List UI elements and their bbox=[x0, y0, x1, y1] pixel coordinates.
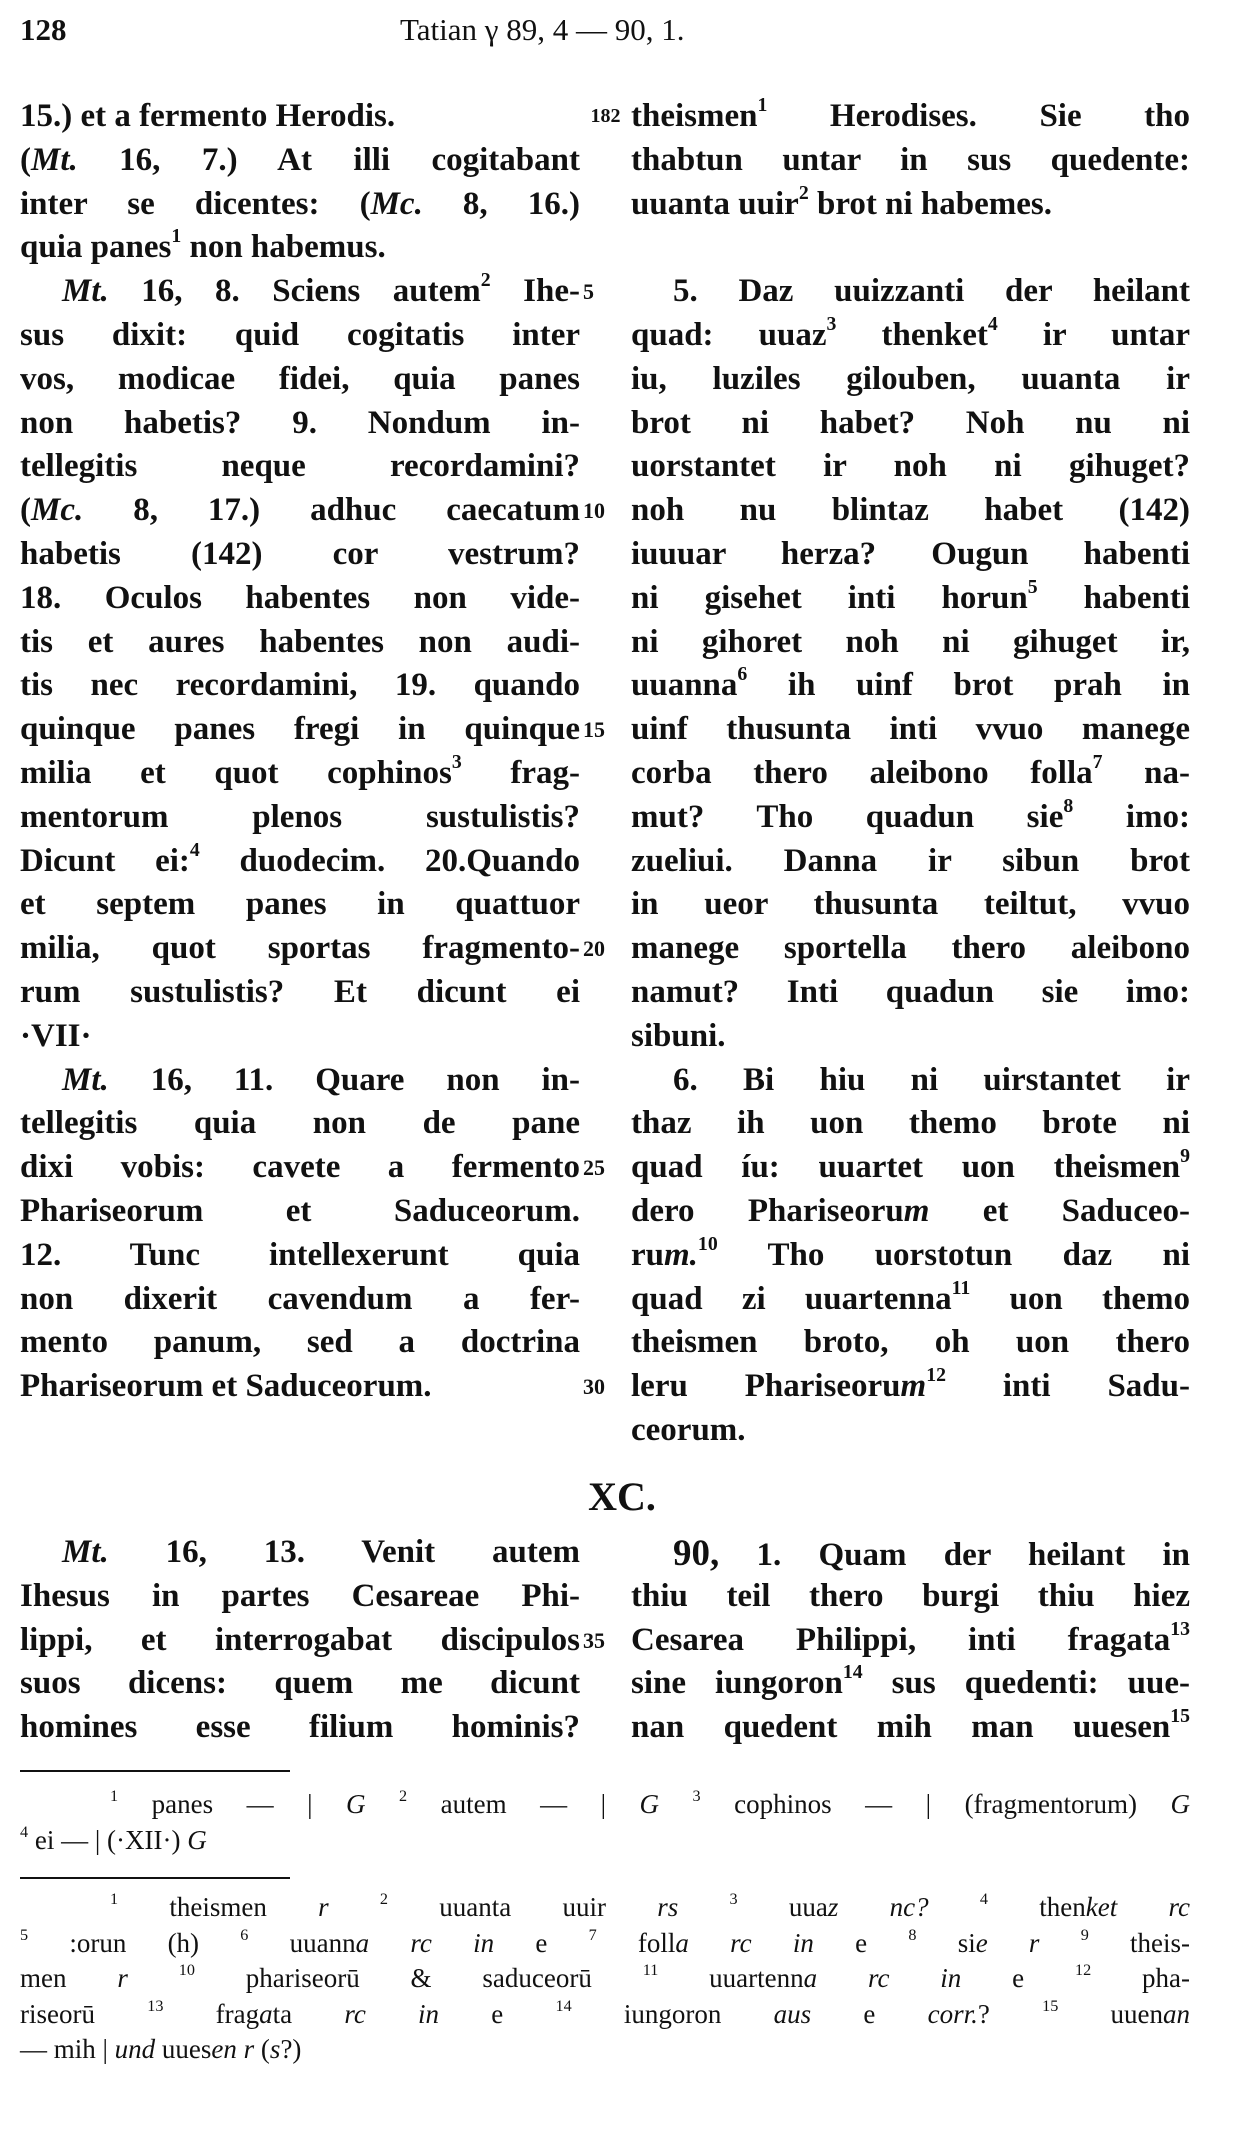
text-line bbox=[631, 927, 1190, 971]
italic-text: G bbox=[187, 1824, 207, 1855]
footnote-marker: 3 bbox=[729, 1889, 738, 1908]
text-run: suos dicens: quem me dicunt bbox=[20, 1665, 580, 1702]
text-run: 16, 8. Sciens autem bbox=[108, 273, 481, 310]
text-line bbox=[631, 1531, 1190, 1575]
text-run: quad: uuaz bbox=[631, 316, 827, 353]
text-line bbox=[20, 1706, 580, 1750]
text-run: uuartenn bbox=[658, 1963, 804, 1993]
text-run: :orun (h) bbox=[28, 1927, 241, 1958]
text-run: ni gihoret noh ni gihuget ir, bbox=[631, 623, 1190, 660]
text-line bbox=[20, 489, 580, 533]
text-run: 6. Bi hiu ni uirstantet ir bbox=[673, 1061, 1190, 1098]
text-line bbox=[20, 1365, 580, 1409]
text-run: tis et aures habentes non audi- bbox=[20, 623, 580, 660]
text-run: mut? Tho quadun sie bbox=[631, 798, 1064, 835]
text-line bbox=[631, 1146, 1190, 1190]
footnote-divider bbox=[20, 1770, 290, 1772]
text-run: 16, 13. Venit autem bbox=[108, 1534, 580, 1570]
text-line bbox=[20, 796, 580, 840]
footnote-marker: 14 bbox=[842, 1661, 863, 1684]
text-line bbox=[20, 1059, 580, 1103]
text-line bbox=[20, 752, 580, 796]
text-run: foll bbox=[596, 1927, 676, 1958]
text-line bbox=[631, 1662, 1190, 1706]
text-run: Tho uorstotun daz ni bbox=[717, 1236, 1190, 1273]
footnote-marker: 14 bbox=[555, 1996, 572, 2015]
text-line bbox=[20, 1146, 580, 1190]
text-line bbox=[631, 1619, 1190, 1663]
footnote-marker: 2 bbox=[379, 1889, 388, 1908]
text-run: duodecim. 20.Quando bbox=[199, 842, 580, 879]
text-run: frag- bbox=[461, 754, 580, 791]
italic-text: s bbox=[269, 2034, 281, 2064]
footnote-marker: 3 bbox=[451, 751, 462, 774]
footnote-marker: 4 bbox=[20, 1822, 29, 1841]
text-run: ru bbox=[631, 1236, 664, 1273]
footnote-marker: 1 bbox=[110, 1786, 119, 1805]
text-run: habetis (142) cor vestrum? bbox=[20, 535, 580, 572]
running-title: Tatian γ 89, 4 — 90, 1. bbox=[400, 12, 685, 47]
line-number: 10 bbox=[583, 498, 605, 524]
text-run: zueliui. Danna ir sibun brot bbox=[631, 842, 1190, 879]
italic-text: G bbox=[346, 1789, 366, 1819]
text-run: quinque panes fregi in quinque bbox=[20, 711, 580, 748]
text-line bbox=[20, 1234, 580, 1278]
text-line bbox=[20, 402, 580, 446]
text-run: inter se dicentes: ( bbox=[20, 185, 371, 222]
text-run bbox=[929, 1892, 980, 1922]
text-run: men bbox=[20, 1963, 118, 1993]
text-run: phariseorū & saduceorū bbox=[194, 1963, 643, 1993]
text-run: thiu teil thero burgi thiu hiez bbox=[631, 1577, 1190, 1614]
text-line bbox=[20, 533, 580, 577]
text-line bbox=[20, 314, 580, 358]
text-run: 16, 7.) At illi cogitabant bbox=[77, 141, 580, 178]
text-run: sus quedenti: uue- bbox=[862, 1665, 1190, 1702]
text-line bbox=[631, 577, 1190, 621]
footnote-marker: 3 bbox=[826, 313, 837, 336]
text-run: uorstantet ir noh ni gihuget? bbox=[631, 448, 1190, 485]
text-run: cophinos — | (fragmentorum) bbox=[700, 1789, 1171, 1819]
footnote-marker: 10 bbox=[697, 1232, 718, 1255]
page-number: 128 bbox=[20, 12, 67, 47]
text-run: Dicunt ei: bbox=[20, 842, 190, 879]
text-run: ( bbox=[20, 492, 31, 529]
text-run: quad zi uuartenna bbox=[631, 1280, 952, 1317]
text-run: mentorum plenos sustulistis? bbox=[20, 798, 580, 835]
italic-text: m bbox=[903, 1192, 930, 1229]
text-run: tellegitis neque recordamini? bbox=[20, 448, 580, 485]
chapter-number: 90, bbox=[673, 1532, 720, 1573]
text-run: iuuuar herza? Ougun habenti bbox=[631, 535, 1190, 572]
text-run: ei — | (·XII·) bbox=[28, 1824, 188, 1855]
text-line bbox=[631, 971, 1190, 1015]
text-run: uon themo bbox=[970, 1280, 1190, 1317]
footnote-marker: 4 bbox=[979, 1889, 988, 1908]
text-run: in ueor thusunta teiltut, vvuo bbox=[631, 886, 1190, 923]
text-run: quad íu: uuartet uon theismen bbox=[631, 1149, 1181, 1186]
text-run: Herodises. Sie tho bbox=[767, 98, 1190, 134]
italic-text: a rc in bbox=[675, 1927, 814, 1958]
text-line bbox=[631, 533, 1190, 577]
text-run: rum sustulistis? Et dicunt ei bbox=[20, 973, 580, 1010]
text-run: manege sportella thero aleibono bbox=[631, 930, 1190, 967]
text-line bbox=[631, 1234, 1190, 1278]
footnote-marker: 4 bbox=[189, 838, 200, 861]
text-run: non habemus. bbox=[181, 229, 386, 266]
text-run: non dixerit cavendum a fer- bbox=[20, 1280, 580, 1317]
text-run: nan quedent mih man uuesen bbox=[631, 1709, 1171, 1746]
text-run: 15.) et a fermento Herodis. bbox=[20, 98, 396, 134]
text-run: Phariseorum et Saduceorum. bbox=[20, 1192, 580, 1229]
text-run: panes — | bbox=[118, 1789, 347, 1819]
text-line bbox=[20, 883, 580, 927]
text-run: homines esse filium hominis? bbox=[20, 1709, 580, 1746]
text-run: ( bbox=[20, 141, 31, 178]
footnote-marker: 6 bbox=[240, 1925, 249, 1944]
italic-text: m. bbox=[664, 1236, 698, 1273]
footnote-marker: 5 bbox=[20, 1925, 29, 1944]
text-line bbox=[631, 358, 1190, 402]
text-line bbox=[20, 358, 580, 402]
text-line bbox=[631, 183, 1190, 227]
footnote-marker: 9 bbox=[1080, 1925, 1089, 1944]
footnote-marker: 15 bbox=[1170, 1705, 1190, 1728]
text-run: uuanna bbox=[631, 667, 738, 704]
text-line bbox=[20, 1015, 580, 1059]
text-line bbox=[20, 95, 580, 139]
italic-text: Mt. bbox=[31, 141, 78, 178]
italic-text: an bbox=[1163, 1998, 1191, 2029]
ohg-column-section-2 bbox=[631, 1531, 1190, 1750]
text-line bbox=[20, 1619, 580, 1663]
text-run: frag bbox=[163, 1998, 260, 2029]
italic-text: Mt. bbox=[62, 1534, 109, 1570]
text-run: then bbox=[988, 1892, 1086, 1922]
text-line bbox=[20, 1575, 580, 1619]
footnote-marker: 6 bbox=[737, 663, 748, 686]
text-run: sibuni. bbox=[631, 1017, 726, 1054]
italic-text: r bbox=[117, 1963, 128, 1993]
text-run: pha- bbox=[1091, 1963, 1190, 1993]
text-line bbox=[20, 927, 580, 971]
text-line bbox=[631, 1575, 1190, 1619]
text-run: riseorū bbox=[20, 1998, 148, 2029]
text-run bbox=[329, 1892, 380, 1922]
text-line bbox=[20, 183, 580, 227]
text-run: 8, 17.) adhuc caecatum bbox=[83, 492, 580, 529]
italic-text: ket rc bbox=[1085, 1892, 1190, 1922]
text-line bbox=[631, 270, 1190, 314]
italic-text: G bbox=[1170, 1789, 1191, 1819]
text-run: ( bbox=[254, 2034, 270, 2064]
text-line bbox=[20, 445, 580, 489]
text-run: theismen bbox=[118, 1892, 319, 1922]
text-run: e bbox=[813, 1927, 909, 1958]
text-run: 1. Quam der heilant in bbox=[719, 1537, 1190, 1573]
text-run: sine iungoron bbox=[631, 1665, 843, 1702]
text-line bbox=[631, 1321, 1190, 1365]
text-line bbox=[631, 402, 1190, 446]
text-run: thenket bbox=[836, 316, 988, 353]
text-line bbox=[631, 664, 1190, 708]
text-line bbox=[20, 1531, 580, 1575]
text-line bbox=[631, 489, 1190, 533]
text-run: 18. Oculos habentes non vide- bbox=[20, 579, 580, 616]
text-run: 5. Daz uuizzanti der heilant bbox=[673, 273, 1190, 310]
text-run: si bbox=[916, 1927, 976, 1958]
text-run: uues bbox=[155, 2034, 212, 2064]
line-number: 15 bbox=[583, 717, 605, 743]
text-line bbox=[20, 708, 580, 752]
text-run: ·VII· bbox=[20, 1017, 92, 1054]
footnote-marker: 7 bbox=[1092, 751, 1103, 774]
ohg-footnotes bbox=[20, 1890, 1190, 2068]
line-number: 35 bbox=[583, 1627, 605, 1653]
italic-text: aus bbox=[773, 1998, 812, 2029]
ohg-column-section-1 bbox=[631, 95, 1190, 1453]
footnote-marker: 9 bbox=[1180, 1145, 1190, 1168]
line-number: 5 bbox=[583, 279, 594, 305]
text-run: ? bbox=[977, 1998, 1043, 2029]
text-line bbox=[631, 840, 1190, 884]
text-run bbox=[678, 1892, 729, 1922]
text-run: habenti bbox=[1037, 579, 1190, 616]
text-run: e bbox=[494, 1927, 589, 1958]
text-line bbox=[631, 1015, 1190, 1059]
text-line bbox=[631, 796, 1190, 840]
footnote-marker: 2 bbox=[798, 181, 809, 204]
text-line bbox=[631, 139, 1190, 183]
text-line bbox=[20, 1278, 580, 1322]
text-run: milia et quot cophinos bbox=[20, 754, 452, 791]
italic-text: a rc in bbox=[803, 1963, 962, 1993]
text-run: quia panes bbox=[20, 229, 172, 266]
footnote-marker: 13 bbox=[1170, 1617, 1190, 1640]
text-run: — mih | bbox=[20, 2034, 115, 2064]
footnote-marker: 10 bbox=[178, 1960, 195, 1979]
text-run: e bbox=[811, 1998, 928, 2029]
text-line bbox=[20, 139, 580, 183]
text-run: sus dixit: quid cogitatis inter bbox=[20, 316, 580, 353]
text-line bbox=[20, 1961, 1190, 1997]
text-run: 12. Tunc intellexerunt quia bbox=[20, 1236, 580, 1273]
italic-text: Mc. bbox=[31, 492, 84, 529]
footnote-marker: 11 bbox=[642, 1960, 659, 1979]
text-line bbox=[631, 1365, 1190, 1409]
italic-text: G bbox=[639, 1789, 660, 1819]
text-run: noh nu blintaz habet (142) bbox=[631, 492, 1190, 529]
line-number: 20 bbox=[583, 936, 605, 962]
text-run: dixi vobis: cavete a fermento bbox=[20, 1149, 580, 1186]
text-run: namut? Inti quadun sie imo: bbox=[631, 973, 1190, 1010]
text-run: autem — | bbox=[407, 1789, 640, 1819]
text-run: ir untar bbox=[997, 316, 1190, 353]
text-line bbox=[631, 1190, 1190, 1234]
text-run: et Saduceo- bbox=[929, 1192, 1190, 1229]
footnote-marker: 2 bbox=[399, 1786, 408, 1805]
text-run: uuann bbox=[248, 1927, 356, 1958]
text-line bbox=[631, 1102, 1190, 1146]
text-run: brot ni habemes. bbox=[808, 185, 1052, 222]
text-run bbox=[128, 1963, 179, 1993]
italic-text: Mt. bbox=[62, 1061, 109, 1098]
line-number: 30 bbox=[583, 1374, 605, 1400]
text-run: milia, quot sportas fragmento- bbox=[20, 930, 580, 967]
text-run: tellegitis quia non de pane bbox=[20, 1105, 580, 1142]
text-line bbox=[20, 1890, 1190, 1926]
italic-text: e r bbox=[975, 1927, 1040, 1958]
text-run: corba thero aleibono folla bbox=[631, 754, 1093, 791]
text-run: iu, luziles gilouben, uuanta ir bbox=[631, 360, 1190, 397]
italic-text: und bbox=[114, 2034, 156, 2064]
text-line bbox=[20, 1662, 580, 1706]
text-run: lippi, et interrogabat discipulos bbox=[20, 1621, 580, 1658]
text-run: e bbox=[961, 1963, 1075, 1993]
text-run: thaz ih uon themo brote ni bbox=[631, 1105, 1190, 1142]
text-line bbox=[20, 1823, 1190, 1859]
italic-text: rs bbox=[657, 1892, 679, 1922]
footnote-marker: 8 bbox=[1063, 794, 1074, 817]
text-line bbox=[20, 226, 580, 270]
text-run: mento panum, sed a doctrina bbox=[20, 1324, 580, 1361]
chapter-heading: XC. bbox=[588, 1474, 656, 1519]
text-run: uua bbox=[737, 1892, 828, 1922]
text-run: tis nec recordamini, 19. quando bbox=[20, 667, 580, 704]
text-run bbox=[366, 1789, 400, 1819]
footnote-marker: 5 bbox=[1027, 575, 1038, 598]
text-line bbox=[631, 1706, 1190, 1750]
footnote-marker: 4 bbox=[987, 313, 998, 336]
text-run: Ihesus in partes Cesareae Phi- bbox=[20, 1577, 580, 1614]
line-number: 25 bbox=[583, 1155, 605, 1181]
italic-text: z nc? bbox=[827, 1892, 929, 1922]
text-line bbox=[631, 1409, 1190, 1453]
text-run: Phariseorum et Saduceorum. bbox=[20, 1368, 432, 1405]
footnote-marker: 15 bbox=[1042, 1996, 1059, 2015]
text-run: 16, 11. Quare non in- bbox=[108, 1061, 580, 1098]
text-run: uinf thusunta inti vvuo manege bbox=[631, 711, 1190, 748]
text-line bbox=[631, 708, 1190, 752]
text-run: 8, 16.) bbox=[422, 185, 580, 222]
text-run: theis- bbox=[1088, 1927, 1191, 1958]
footnote-marker: 1 bbox=[110, 1889, 119, 1908]
footnote-marker: 13 bbox=[147, 1996, 164, 2015]
footnote-marker: 7 bbox=[588, 1925, 597, 1944]
text-run: na- bbox=[1102, 754, 1190, 791]
text-run bbox=[659, 1789, 693, 1819]
text-run: ta bbox=[272, 1998, 345, 2029]
text-line bbox=[631, 226, 1190, 270]
latin-column-section-2 bbox=[20, 1531, 580, 1750]
italic-text: Mc. bbox=[370, 185, 423, 222]
text-run: inti Sadu- bbox=[945, 1368, 1190, 1405]
footnote-marker: 2 bbox=[480, 269, 491, 292]
latin-footnotes bbox=[20, 1787, 1190, 1858]
text-line bbox=[20, 2032, 1190, 2068]
text-line bbox=[631, 95, 1190, 139]
italic-text: rc in bbox=[344, 1998, 440, 2029]
italic-text: a rc in bbox=[355, 1927, 495, 1958]
text-run: imo: bbox=[1073, 798, 1190, 835]
text-run: thabtun untar in sus quedente: bbox=[631, 141, 1190, 178]
text-run: Cesarea Philippi, inti fragata bbox=[631, 1621, 1171, 1658]
footnote-marker: 12 bbox=[1074, 1960, 1092, 1979]
text-run: ceorum. bbox=[631, 1411, 746, 1448]
text-run: uuanta uuir bbox=[631, 185, 799, 222]
text-run: non habetis? 9. Nondum in- bbox=[20, 404, 580, 441]
footnote-marker: 12 bbox=[926, 1364, 946, 1387]
text-run: brot ni habet? Noh nu ni bbox=[631, 404, 1190, 441]
text-line bbox=[20, 577, 580, 621]
italic-text: m bbox=[900, 1368, 927, 1405]
text-line bbox=[631, 1059, 1190, 1103]
text-line bbox=[631, 621, 1190, 665]
margin-page-reference: 182 bbox=[590, 105, 621, 127]
text-run bbox=[1039, 1928, 1080, 1958]
text-run: ih uinf brot prah in bbox=[747, 667, 1190, 704]
text-run: Ihe- bbox=[490, 273, 580, 310]
text-line bbox=[20, 840, 580, 884]
text-line bbox=[20, 1102, 580, 1146]
text-run: et septem panes in quattuor bbox=[20, 886, 580, 923]
latin-column-section-1 bbox=[20, 95, 580, 1409]
footnote-marker: 11 bbox=[951, 1276, 971, 1299]
footnote-divider bbox=[20, 1877, 290, 1879]
text-line bbox=[20, 270, 580, 314]
text-run: e bbox=[439, 1998, 556, 2029]
text-line bbox=[631, 314, 1190, 358]
italic-text: a bbox=[259, 1998, 273, 2029]
text-line bbox=[631, 445, 1190, 489]
text-run: ?) bbox=[280, 2034, 302, 2064]
footnote-marker: 1 bbox=[171, 225, 182, 248]
text-line bbox=[631, 752, 1190, 796]
text-run: dero Phariseoru bbox=[631, 1192, 904, 1229]
text-run: theismen bbox=[631, 98, 758, 134]
text-line bbox=[20, 971, 580, 1015]
text-line bbox=[631, 883, 1190, 927]
text-run: uuen bbox=[1058, 1998, 1164, 2029]
italic-text: corr. bbox=[927, 1998, 978, 2029]
text-line bbox=[20, 1997, 1190, 2033]
text-line bbox=[20, 1787, 1190, 1823]
text-line bbox=[20, 1321, 580, 1365]
footnote-marker: 1 bbox=[757, 94, 768, 117]
text-run: ni gisehet inti horun bbox=[631, 579, 1028, 616]
footnote-marker: 3 bbox=[692, 1786, 701, 1805]
text-run: theismen broto, oh uon thero bbox=[631, 1324, 1190, 1361]
text-line bbox=[631, 1278, 1190, 1322]
text-run: vos, modicae fidei, quia panes bbox=[20, 360, 580, 397]
text-line bbox=[20, 664, 580, 708]
footnote-marker: 8 bbox=[908, 1925, 917, 1944]
italic-text: en r bbox=[211, 2034, 255, 2064]
italic-text: Mt. bbox=[62, 273, 109, 310]
italic-text: r bbox=[318, 1892, 329, 1922]
text-run: uuanta uuir bbox=[387, 1892, 658, 1922]
text-line bbox=[20, 1190, 580, 1234]
text-line bbox=[20, 1926, 1190, 1962]
text-run: iungoron bbox=[571, 1998, 774, 2029]
text-line bbox=[20, 621, 580, 665]
text-run: leru Phariseoru bbox=[631, 1368, 901, 1405]
